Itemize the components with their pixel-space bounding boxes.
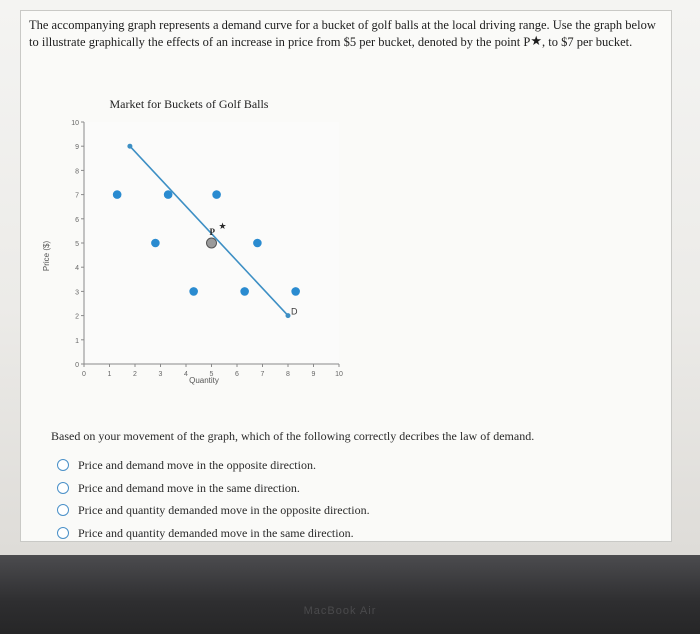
equilibrium-label: P [209, 227, 215, 237]
x-tick-label: 1 [107, 371, 112, 378]
y-tick-label: 0 [75, 362, 79, 369]
option-same-demand[interactable] [57, 479, 300, 497]
y-tick-label: 9 [75, 144, 79, 152]
option-label: Price and quantity demanded move in the same direction. [78, 525, 354, 540]
equilibrium-point[interactable] [207, 238, 217, 248]
x-tick-label: 3 [158, 371, 163, 378]
option-opposite-demand[interactable] [57, 456, 316, 474]
draggable-point[interactable] [212, 190, 221, 199]
demand-curve-endpoint[interactable] [286, 313, 291, 318]
option-opposite-quantity[interactable] [57, 501, 370, 519]
option-same-quantity[interactable] [57, 524, 354, 542]
prompt-text-end: , to $7 per bucket. [542, 35, 633, 49]
prompt-text: The accompanying graph represents a demand curve for a bucket of golf balls at the local driving range. Use the graph below to illustrate graphically the effects of an increase in price from $5 per bucket, denoted by the point P [29, 18, 656, 49]
draggable-point[interactable] [164, 190, 173, 199]
y-tick-label: 1 [75, 337, 79, 345]
demand-chart[interactable] [21, 11, 671, 411]
y-tick-label: 5 [75, 241, 79, 248]
option-label: Price and demand move in the opposite direction. [78, 457, 316, 472]
chart-title: Market for Buckets of Golf Balls [109, 97, 269, 111]
x-tick-label: 2 [133, 371, 137, 378]
draggable-point[interactable] [189, 287, 198, 296]
y-tick-label: 3 [75, 289, 79, 297]
draggable-point[interactable] [151, 239, 160, 248]
radio-button[interactable] [57, 482, 69, 494]
x-tick-label: 8 [286, 371, 290, 378]
y-axis-label: Price ($) [42, 240, 51, 272]
x-axis-label: Quantity [189, 376, 219, 385]
option-label: Price and quantity demanded move in the opposite direction. [78, 502, 370, 517]
x-tick-label: 9 [311, 371, 316, 378]
draggable-point[interactable] [253, 239, 262, 248]
x-tick-label: 4 [184, 371, 188, 378]
draggable-point[interactable] [240, 287, 249, 296]
y-tick-label: 8 [75, 168, 79, 176]
y-tick-label: 10 [71, 120, 79, 127]
y-tick-label: 2 [75, 313, 79, 321]
demand-curve-label: D [291, 306, 298, 317]
star-icon: ★ [218, 222, 227, 232]
radio-button[interactable] [57, 527, 69, 539]
x-tick-label: 6 [235, 371, 239, 378]
x-tick-label: 0 [82, 371, 86, 378]
draggable-point[interactable] [291, 287, 300, 296]
draggable-point[interactable] [113, 190, 122, 199]
y-tick-label: 6 [75, 216, 79, 224]
y-tick-label: 4 [75, 265, 79, 273]
y-tick-label: 7 [75, 192, 79, 200]
laptop-bezel [0, 555, 700, 634]
x-tick-label: 5 [209, 371, 214, 378]
x-tick-label: 10 [335, 371, 343, 378]
radio-button[interactable] [57, 504, 69, 516]
question-card [20, 10, 672, 542]
law-question: Based on your movement of the graph, which of the following correctly decribes the law of demand. [51, 429, 535, 443]
radio-button[interactable] [57, 459, 69, 471]
x-tick-label: 7 [260, 371, 265, 378]
demand-curve-endpoint[interactable] [127, 144, 132, 149]
option-label: Price and demand move in the same direction. [78, 480, 300, 495]
star-icon: ★ [530, 33, 542, 48]
brand-label: MacBook Air [303, 605, 377, 617]
